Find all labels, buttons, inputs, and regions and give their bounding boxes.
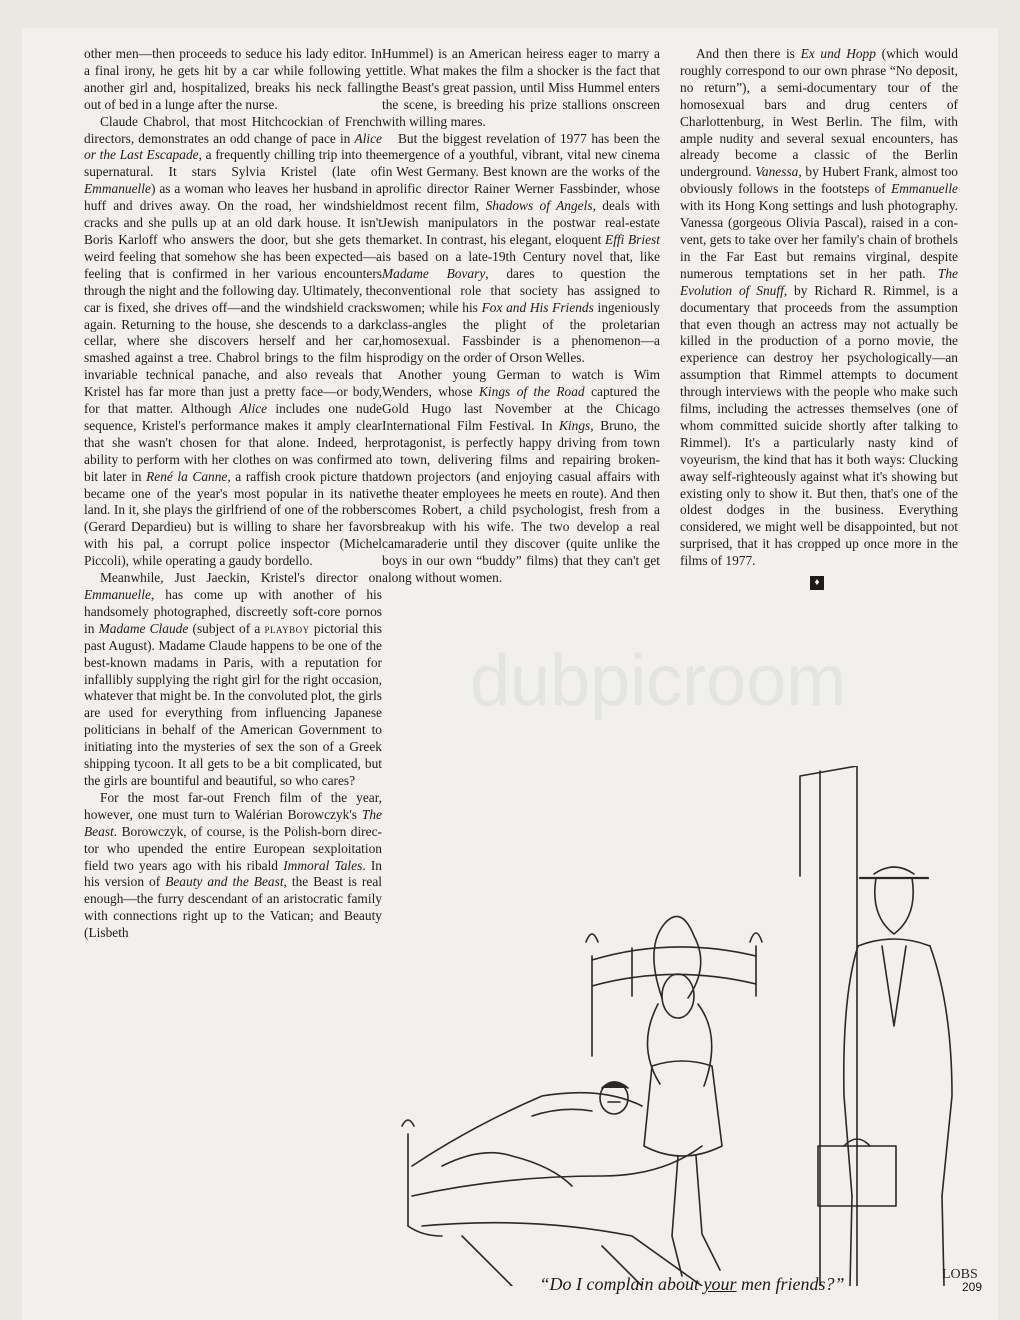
text-column-1	[84, 46, 382, 942]
watermark: dubpicroom	[470, 641, 847, 721]
paragraph: other men—then proceeds to seduce his lady editor. In a final irony, he gets hit by a car while following yet another girl and, hospitalized, breaks his neck falling out of bed in a lunge after the nurse.	[84, 46, 382, 112]
paragraph: Meanwhile, Just Jaeckin, Kristel's director on Emmanuelle, has come up with another of his handsomely photographed, discreetly soft-core pornos in Madame Claude (subject of a playboy pictorial this past August). Madame Claude happens to be one of the best-known madams in Paris, with a reputation for infallibly supplying the right girl for the right occasion, whatever that might be. In the convoluted plot, the girls are used for everything from influencing Japanese politicians in behalf of the American Government to initiating into the mysteries of sex the son of a Greek shipping tycoon. It all gets to be a bit complicated, but the girls are bountiful and beautiful, so who cares?	[84, 570, 382, 788]
paragraph: And then there is Ex und Hopp (which would roughly correspond to our own phrase “No deposit, no return”), a semi-documentary tour of the homosexual bars and drug centers of Charlottenburg, in West Berlin. The film, with ample nudity and several sexual encounters, has already become a classic of the Berlin underground. Vanessa, by Hubert Frank, almost too obviously follows in the footsteps of Emmanuelle with its Hong Kong settings and lush photography. Vanessa (gorgeous Olivia Pascal), raised in a convent, gets to take over her family's chain of brothels in the Far East but remains virginal, despite numerous temptations set in her path. The Evolution of Snuff, by Richard R. Rimmel, is a documentary that proceeds from the assumption that even though an actress may not actually be killed in the production of a porno movie, the experience can destroy her psychologically—an assumption that Rimmel attempts to document through interviews with the people who make such films, including the actresses themselves (one of whom committed suicide shortly after talking to Rimmel). It's a particularly nasty kind of voyeurism, the kind that has it both ways: Clucking away self-righteously against what it's showing but existing only to show it. But then, that's one of the oldest dodges in the business. Everything considered, we might well be disappointed, but not surprised, that it has cropped up once more in the films of 1977.	[680, 46, 959, 569]
paragraph: Claude Chabrol, that most Hitchcockian of French directors, demonstrates an odd change of pace in Alice or the Last Escapade, a frequently chilling trip into the supernatural. It stars Sylvia Kristel (late of Emmanuelle) as a woman who leaves her husband in a huff and drives away. On the road, her windshield cracks and she pulls up at an old dark house. It isn't Boris Karloff who answers the door, but she gets the weird feeling that somehow she has been expected—a feeling that is confirmed in her various encounters through the night and the following day. Ultimately, the car is fixed, she drives off—and the windshield cracks again. Returning to the house, she descends to a dark cellar, where she discovers herself and her car, smashed against a tree. Chabrol brings to the film his invariable technical panache, and also reveals that Kristel has far more than just a pretty face—or body, for that matter. Although Alice includes one nude sequence, Kristel's performance makes it amply clear that she wasn't chosen for that alone. Indeed, her ability to perform with her clothes on was confirmed a bit later in René la Canne, a raffish crook picture that became one of the year's most popular in its native land. In it, she plays the girlfriend of one of the robbers (Gerard Depardieu) but is willing to share her favors with his pal, a corrupt police inspector (Michel Piccoli), while operating a gaudy bordello.	[84, 113, 383, 569]
cartoon-illustration	[382, 766, 998, 1286]
page-number: 209	[962, 1280, 983, 1294]
paragraph: For the most far-out French film of the year, however, one must turn to Walérian Borowczyk's The Beast. Borowczyk, of course, is the Polish-born director who upended the entire European sexploitation field two years ago with his ribald Immoral Tales. In his version of Beauty and the Beast, the Beast is real enough—the furry descendant of an aristocratic family with connections right up to the Vatican; and Beauty (Lisbeth	[84, 789, 383, 941]
paragraph: But the biggest revelation of 1977 has been the emergence of a youthful, vibrant, vital new cinema in West Germany. Best known are the works of the prolific director Rainer Werner Fassbinder, whose most recent film, Shadows of Angels, deals with Jewish manipulators in the postwar real-estate market. In contrast, his elegant, eloquent Effi Briest is based on a late-19th Century novel that, like Madame Bovary, dares to question the conventional role that society has assigned to women; while his Fox and His Friends ingeniously class-angles the plight of the proletarian homosexual. Fassbinder is a phenomenon—a prodigy on the order of Orson Welles.	[382, 130, 660, 366]
text-column-2	[382, 46, 660, 587]
paragraph: Another young German to watch is Wim Wenders, whose Kings of the Road captured the Gold Hugo last November at the Chicago International Film Festival. In Kings, Bruno, the protagonist, is perfectly happy driving from town to town, delivering films and repairing broken-down projectors (and enjoying casual affairs with the theater employees he meets en route). And then comes Robert, a child psychologist, fresh from a breakup with his wife. The two develop a real camaraderie until they discover (quite unlike the boys in our own “buddy” films) that they can't get along without women.	[382, 367, 660, 586]
text-column-3	[680, 46, 958, 590]
end-mark-bunny-icon: ♦	[810, 576, 824, 590]
cartoon-caption: “Do I complain about your men friends?”	[539, 1274, 845, 1294]
paragraph: Hummel) is an American heiress eager to marry a title. What makes the film a shocker is the fact that the Beast's great passion, until Miss Hummel enters the scene, is breeding his prize stallions onscreen with willing mares.	[382, 46, 660, 129]
magazine-page	[22, 28, 998, 1320]
svg-text:LOBS: LOBS	[942, 1267, 978, 1282]
